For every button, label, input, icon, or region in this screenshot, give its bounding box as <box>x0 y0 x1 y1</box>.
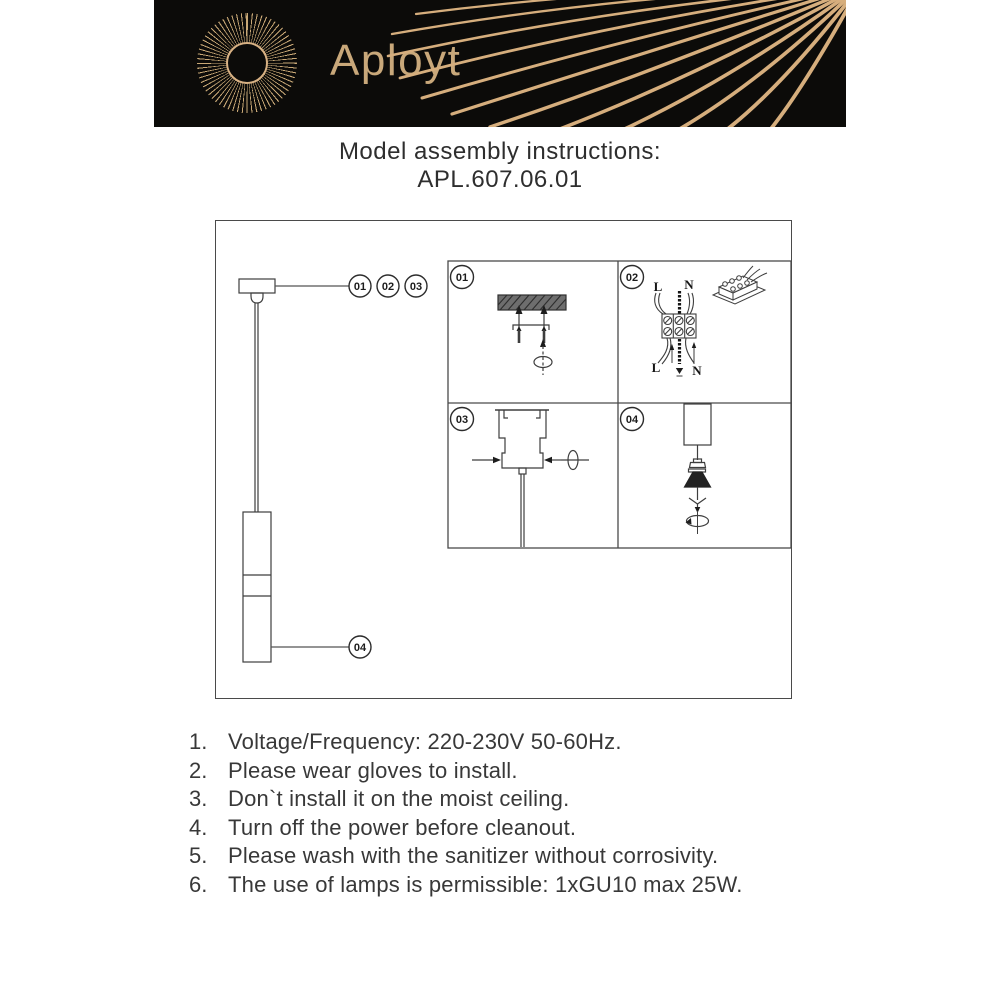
instruction-number: 4. <box>189 814 208 840</box>
panel-number: 02 <box>625 272 639 284</box>
callout-label: 03 <box>409 281 423 293</box>
corner-rays-decoration <box>154 0 846 127</box>
callout-label: 02 <box>381 281 395 293</box>
panel-number: 04 <box>625 414 639 426</box>
instruction-number: 3. <box>189 786 208 811</box>
callout-label: 01 <box>353 281 367 293</box>
instruction-item <box>189 757 849 783</box>
panel-03-art <box>472 410 589 547</box>
page-title: Model assembly instructions: <box>338 138 662 165</box>
model-number: APL.607.06.01 <box>417 166 583 193</box>
instruction-number: 6. <box>189 871 208 897</box>
panel-number: 03 <box>455 414 469 426</box>
panel-04-art <box>684 404 711 534</box>
wire-label-line: L <box>651 360 661 375</box>
instruction-item <box>189 871 849 897</box>
wire-label-line: L <box>653 279 663 294</box>
panel-number: 01 <box>455 272 469 284</box>
instruction-item <box>189 845 849 867</box>
wire-label-neutral: N <box>684 277 694 292</box>
instruction-text: Don`t install it on the moist ceiling. <box>228 786 570 811</box>
instruction-text: Voltage/Frequency: 220-230V 50-60Hz. <box>228 729 622 754</box>
instruction-text: Please wash with the sanitizer without corrosivity. <box>228 843 719 868</box>
callout-label: 04 <box>353 642 367 654</box>
instruction-text: Turn off the power before cleanout. <box>228 814 577 840</box>
callout-top <box>275 275 427 297</box>
pendant-lamp-drawing <box>239 279 275 662</box>
instruction-number: 2. <box>189 757 208 783</box>
assembly-diagram <box>215 220 792 699</box>
panel-badges <box>451 266 644 431</box>
wire-label-neutral: N <box>692 363 702 378</box>
panel-02-art <box>655 266 767 376</box>
instruction-item <box>189 814 849 840</box>
instruction-text: Please wear gloves to install. <box>228 757 518 783</box>
instruction-item <box>189 788 849 810</box>
instruction-number: 1. <box>189 729 208 754</box>
panel-01-art <box>498 295 566 375</box>
instruction-number: 5. <box>189 843 208 868</box>
brand-banner <box>154 0 846 127</box>
instruction-text: The use of lamps is permissible: 1xGU10 max 25W. <box>228 871 743 897</box>
instruction-item <box>189 731 849 753</box>
brand-logo-text: Aployt <box>330 36 462 85</box>
instructions-list <box>189 731 849 902</box>
